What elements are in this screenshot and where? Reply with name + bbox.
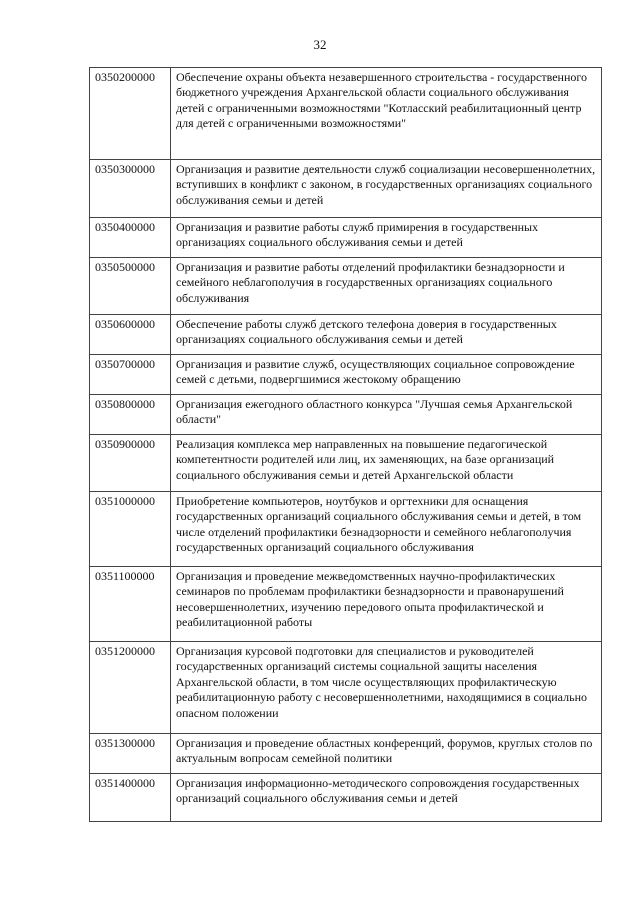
row-description: Организация курсовой подготовки для специалистов и руководителей государственных организаций системы социальной защиты населения Архангельской области, в том числе осуществляющих профилактическую реабилитационную работу с несовершеннолетними, находящимися в социально опасном положении [171,642,602,734]
table-row [90,492,602,567]
row-description: Реализация комплекса мер направленных на повышение педагогической компетентности родителей или лиц, их заменяющих, на базе организаций социального обслуживания семьи и детей Архангельской области [171,435,602,492]
row-code: 0351200000 [90,642,171,734]
table-row [90,355,602,395]
row-description: Организация и проведение областных конференций, форумов, круглых столов по актуальным вопросам семейной политики [171,734,602,774]
row-description: Обеспечение работы служб детского телефона доверия в государственных организациях социального обслуживания семьи и детей [171,315,602,355]
row-code: 0350500000 [90,258,171,315]
table-row [90,258,602,315]
row-description: Обеспечение охраны объекта незавершенного строительства - государственного бюджетного учреждения Архангельской области социального обслуживания детей с ограниченными возможностями "Котласский реабилитационный центр для детей с ограниченными возможностями" [171,68,602,160]
row-description: Организация и развитие служб, осуществляющих социальное сопровождение семей с детьми, подвергшимися жестокому обращению [171,355,602,395]
row-description: Организация информационно-методического сопровождения государственных организаций социального обслуживания семьи и детей [171,774,602,822]
row-code: 0350900000 [90,435,171,492]
row-description: Организация ежегодного областного конкурса "Лучшая семья Архангельской области" [171,395,602,435]
row-description: Организация и проведение межведомственных научно-профилактических семинаров по проблемам профилактики безнадзорности и правонарушений несовершеннолетних, изучению передового опыта профилактической и реабилитационной работы [171,567,602,642]
page-number: 32 [313,37,327,52]
row-code: 0351400000 [90,774,171,822]
row-code: 0350700000 [90,355,171,395]
table-row [90,567,602,642]
row-description: Организация и развитие работы служб примирения в государственных организациях социального обслуживания семьи и детей [171,218,602,258]
row-description: Организация и развитие работы отделений профилактики безнадзорности и семейного неблагополучия в государственных организациях социального обслуживания [171,258,602,315]
table-row [90,315,602,355]
budget-codes-table [89,67,602,822]
row-code: 0351100000 [90,567,171,642]
row-code: 0350200000 [90,68,171,160]
table-row [90,68,602,160]
row-code: 0351000000 [90,492,171,567]
table-row [90,734,602,774]
table-row [90,642,602,734]
table-row [90,218,602,258]
table-row [90,774,602,822]
table-row [90,435,602,492]
row-code: 0350400000 [90,218,171,258]
row-code: 0351300000 [90,734,171,774]
row-code: 0350800000 [90,395,171,435]
row-description: Приобретение компьютеров, ноутбуков и оргтехники для оснащения государственных организаций социального обслуживания семьи и детей, в том числе отделений профилактики безнадзорности и семейного неблагополучия государственных организаций социального обслуживания [171,492,602,567]
table-row [90,160,602,218]
row-description: Организация и развитие деятельности служб социализации несовершеннолетних, вступивших в конфликт с законом, в государственных организациях социального обслуживания семьи и детей [171,160,602,218]
row-code: 0350300000 [90,160,171,218]
table-body [90,68,602,822]
table-row [90,395,602,435]
row-code: 0350600000 [90,315,171,355]
